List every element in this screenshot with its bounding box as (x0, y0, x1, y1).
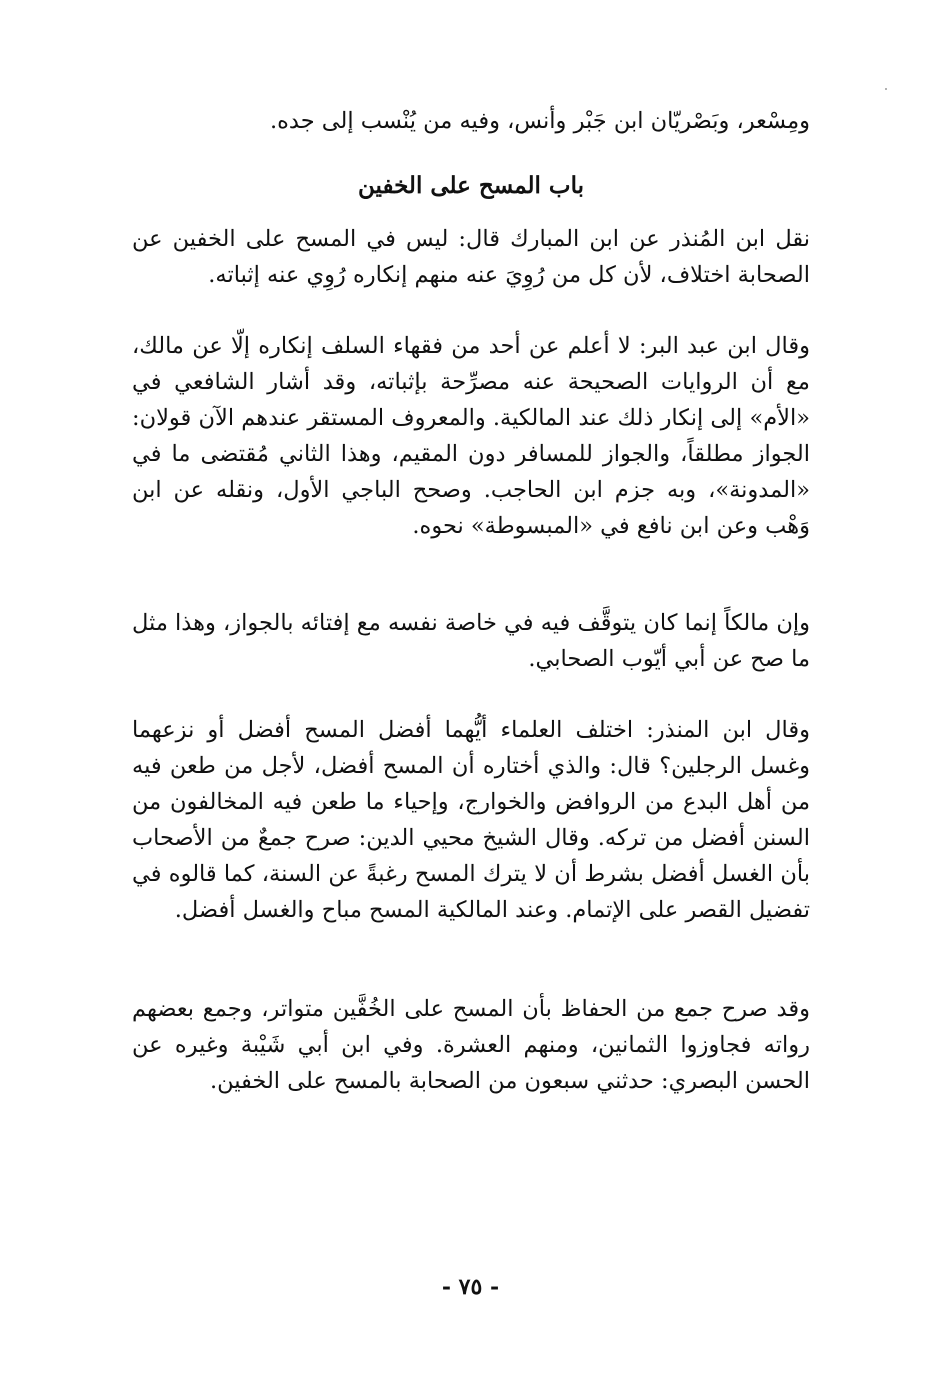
paragraph-4: وقال ابن المنذر: اختلف العلماء أيُّهما أفضل المسح أفضل أو نزعهما وغسل الرجلين؟ قال: والذي أختاره أن المسح أفضل، لأجل من طعن فيه من أهل البدع من الروافض والخوارج، وإحياء ما طعن فيه المخالفون من السنن أفضل من تركه. وقال الشيخ محيي الدين: صرح جمعٌ من الأصحاب بأن الغسل أفضل بشرط أن لا يترك المسح رغبةً عن السنة، كما قالوه في تفضيل القصر على الإتمام. وعند المالكية المسح مباح والغسل أفضل. (132, 717, 810, 923)
paragraph-5: وقد صرح جمع من الحفاظ بأن المسح على الخُفَّين متواتر، وجمع بعضهم رواته فجاوزوا الثمانين، ومنهم العشرة. وفي ابن أبي شَيْبة وغيره عن الحسن البصري: حدثني سبعون من الصحابة بالمسح على الخفين. (132, 996, 810, 1094)
section-title: باب المسح على الخفين (358, 172, 584, 199)
paragraph-3: وإن مالكاً إنما كان يتوقَّف فيه في خاصة نفسه مع إفتائه بالجواز، وهذا مثل ما صح عن أبي أيّوب الصحابي. (132, 610, 810, 672)
scan-speck (885, 88, 887, 90)
page-number: - ٧٥ - (441, 1274, 500, 1300)
paragraph-2: وقال ابن عبد البر: لا أعلم عن أحد من فقهاء السلف إنكاره إلّا عن مالك، مع أن الروايات الصحيحة عنه مصرِّحة بإثباته، وقد أشار الشافعي في «الأم» إلى إنكار ذلك عند المالكية. والمعروف المستقر عندهم الآن قولان: الجواز مطلقاً، والجواز للمسافر دون المقيم، وهذا الثاني مُقتضى ما في «المدونة»، وبه جزم ابن الحاجب. وصحح الباجي الأول، ونقله عن ابن وَهْب وعن ابن نافع في «المبسوطة» نحوه. (132, 333, 810, 539)
paragraph-1: نقل ابن المُنذر عن ابن المبارك قال: ليس في المسح على الخفين عن الصحابة اختلاف، لأن كل من رُوِيَ عنه منهم إنكاره رُوِي عنه إثباته. (132, 226, 810, 288)
opening-line: ومِسْعر، وبَصْريّان ابن جَبْر وأنس، وفيه من يُنْسب إلى جده. (269, 108, 810, 134)
